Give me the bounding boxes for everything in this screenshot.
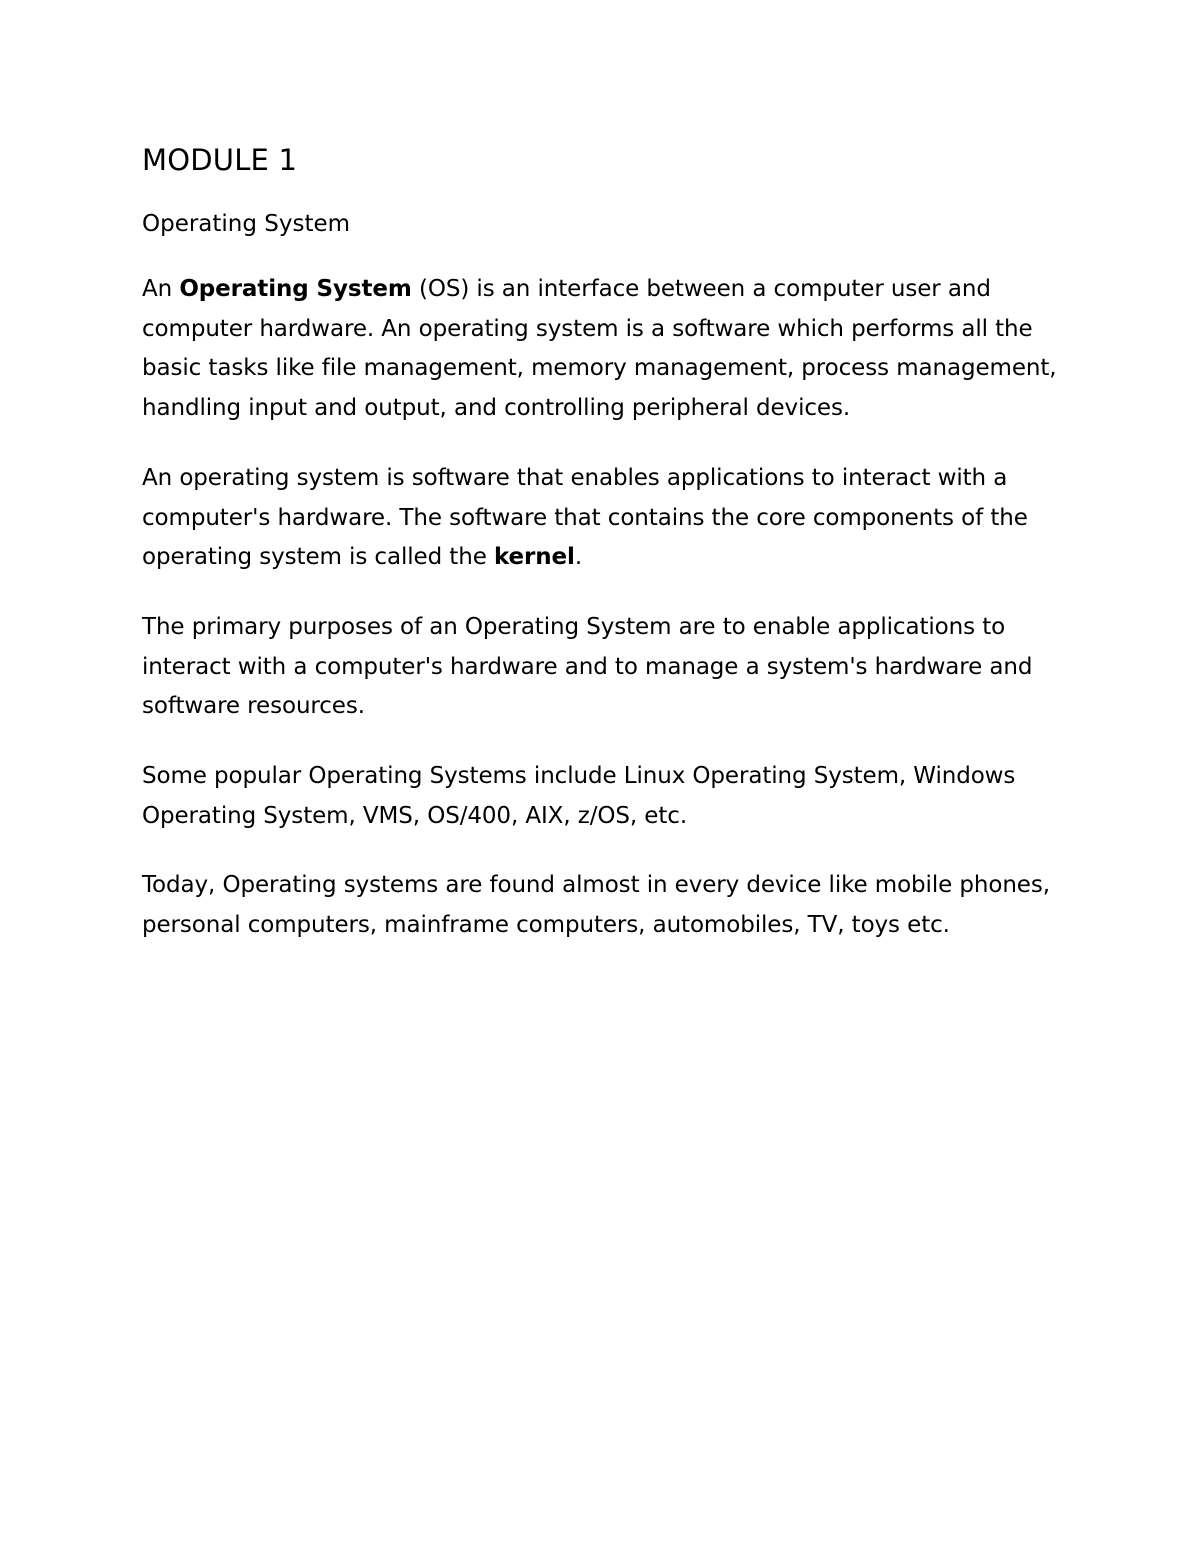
paragraph-popular-os xyxy=(142,757,1082,836)
paragraph-os-definition xyxy=(142,270,1082,429)
bold-term-operating-system: Operating System xyxy=(179,276,412,302)
text-run: Today, Operating systems are found almost in every device like mobile phones, personal computers, mainframe computers, automobiles, TV, toys etc. xyxy=(142,872,1050,939)
module-title: MODULE 1 xyxy=(142,143,298,177)
text-run: An xyxy=(142,276,180,302)
document-body xyxy=(142,138,1082,946)
text-run: (OS) is an interface between a computer user and computer hardware. An operating system is a software which performs all the basic tasks like file management, memory management, process management, handling input and output, and controlling peripheral devices. xyxy=(142,276,1057,422)
text-run: The primary purposes of an Operating System are to enable applications to interact with a computer's hardware and to manage a system's hardware and software resources. xyxy=(142,613,1033,720)
paragraph-kernel xyxy=(142,459,1082,578)
bold-term-kernel: kernel xyxy=(493,544,575,571)
section-title: Operating System xyxy=(142,211,351,237)
text-run: Some popular Operating Systems include Linux Operating System, Windows Operating System, VMS, OS/400, AIX, z/OS, etc. xyxy=(142,763,1016,829)
paragraph-purposes xyxy=(142,608,1082,727)
paragraph-today xyxy=(142,866,1082,945)
text-run: An operating system is software that enables applications to interact with a computer's hardware. The software that contains the core components of the operating system is called the xyxy=(142,464,1028,571)
text-run: . xyxy=(574,544,583,571)
